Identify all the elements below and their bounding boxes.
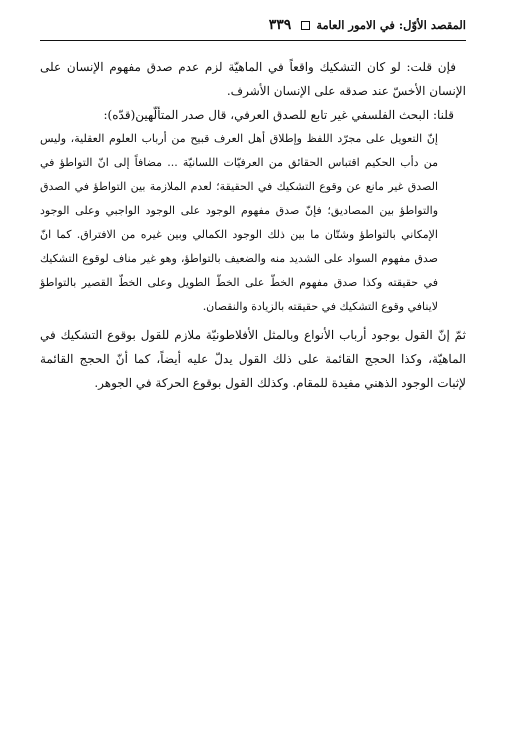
paragraph-reply-intro: قلنا: البحث الفلسفي غير تابع للصدق العرفي، قال صدر المتألّهين(قدّه):: [103, 108, 454, 122]
paragraph-objection: فإن قلت: لو كان التشكيك واقعاً في الماهيّة لزم عدم صدق مفهوم الإنسان على الإنسان الأخسّ عند صدقه على الإنسان الأشرف.: [40, 60, 466, 98]
header-section-title: المقصد الأوّل: في الامور العامة: [316, 18, 466, 32]
block-quote: [40, 127, 466, 319]
page-body: [40, 55, 466, 395]
square-bullet-icon: [301, 21, 310, 30]
header-divider: [40, 40, 466, 41]
paragraph-conclusion: ثمّ إنّ القول بوجود أرباب الأنواع وبالمثل الأفلاطونيّة ملازم للقول بوقوع التشكيك في الماهيّة، وكذا الحجج القائمة على ذلك القول يدلّ عليه أيضاً، كما أنّ الحجج القائمة لإثبات الوجود الذهني مفيدة للمقام. وكذلك القول بوقوع الحركة في الجوهر.: [40, 328, 466, 390]
page-header: [40, 14, 466, 36]
page-number: ٣٣٩: [268, 17, 292, 33]
quote-text: إنّ التعويل على مجرّد اللفظ وإطلاق أهل العرف قبيح من أرباب العلوم العقلية، وليس من دأب الحكيم اقتباس الحقائق من العرفيّات اللسانيّة ... مضافاً إلى انّ التواطؤ في الصدق غير مانع عن وقوع التشكيك في الحقيقة؛ لعدم الملازمة بين التواطؤ في الصدق والتواطؤ بين المصاديق؛ فإنّ صدق مفهوم الوجود على الوجود الواجبي وعلى الوجود الإمكاني بالتواطؤ وشتّان ما بين ذلك الوجود الكمالي وبين غيره من الافتراق. كما انّ صدق مفهوم السواد على الشديد منه والضعيف بالتواطؤ، وهو غير مناف لوقوع التشكيك في حقيقته وكذا صدق مفهوم الخطّ على الخطّ الطويل وعلى الخطّ القصير بالتواطؤ لاينافي وقوع التشكيك في حقيقته بالزيادة والنقصان.: [40, 132, 438, 313]
